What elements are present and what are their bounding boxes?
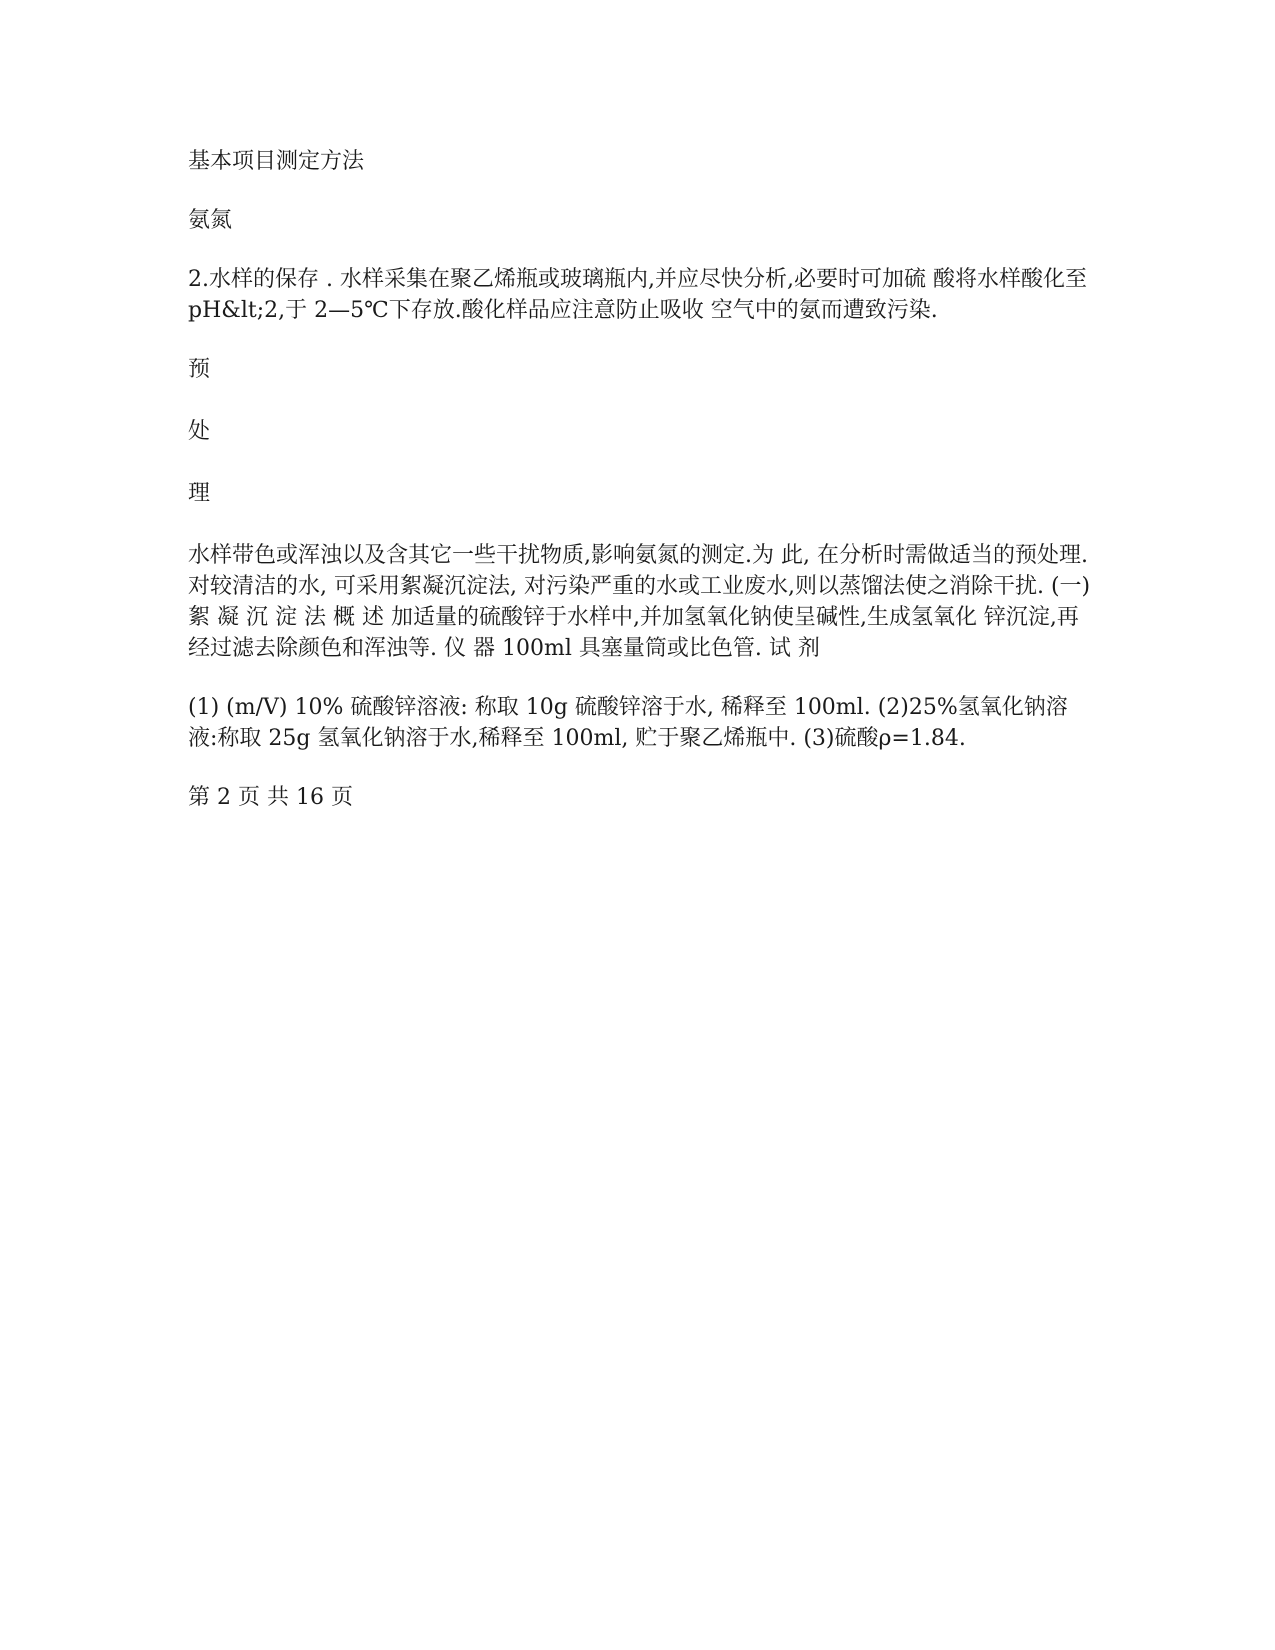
vertical-char-3: 理 (188, 481, 211, 506)
document-heading: 基本项目测定方法 (188, 149, 365, 174)
paragraph-pretreatment: 水样带色或浑浊以及含其它一些干扰物质,影响氨氮的测定.为 此, 在分析时需做适当的预处理. 对较清洁的水, 可采用絮凝沉淀法, 对污染严重的水或工业废水,则以蒸馏法使之消除干扰. (一)絮 凝 沉 淀 法 概 述 加适量的硫酸锌于水样中,并加氢氧化钠使呈碱性,生成氢氧化 锌沉淀,再经过滤去除颜色和浑浊等. 仪 器 100ml 具塞量筒或比色管. 试 剂 (188, 543, 1095, 661)
document-subheading: 氨氮 (188, 208, 233, 233)
page-footer: 第 2 页 共 16 页 (188, 785, 353, 810)
vertical-char-1: 预 (188, 357, 211, 382)
paragraph-reagents: (1) (m/V) 10% 硫酸锌溶液: 称取 10g 硫酸锌溶于水, 稀释至 100ml. (2)25%氢氧化钠溶液:称取 25g 氢氧化钠溶于水,稀释至 100ml, 贮于聚乙烯瓶中. (3)硫酸ρ=1.84. (188, 695, 1068, 751)
paragraph-sample-preservation: 2.水样的保存 . 水样采集在聚乙烯瓶或玻璃瓶内,并应尽快分析,必要时可加硫 酸将水样酸化至 pH&lt;2,于 2—5℃下存放.酸化样品应注意防止吸收 空气中的氨而遭致污染. (188, 267, 1094, 323)
document-body (188, 146, 1093, 841)
vertical-char-2: 处 (188, 419, 211, 444)
